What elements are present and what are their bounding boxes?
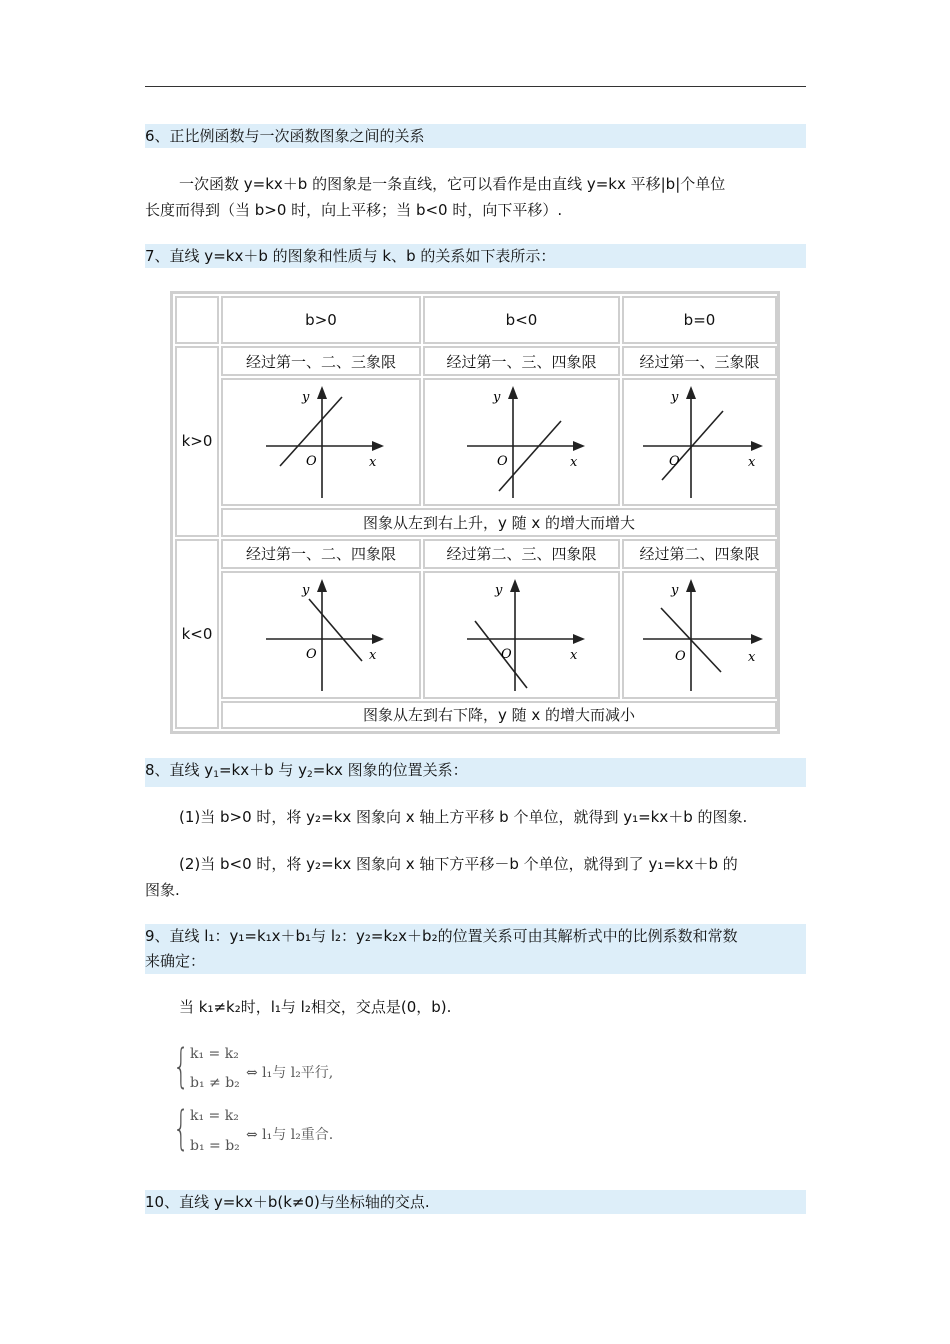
svg-text:O: O bbox=[306, 646, 317, 662]
svg-text:y: y bbox=[670, 390, 678, 406]
svg-text:O: O bbox=[500, 646, 512, 662]
heading-text: =kx 图象的位置关系： bbox=[312, 761, 468, 779]
section-9-intersect: 当 k₁≠k₂时，l₁与 l₂相交，交点是(0，b). bbox=[179, 998, 452, 1016]
svg-text:O: O bbox=[668, 454, 680, 470]
svg-text:O: O bbox=[674, 648, 686, 664]
svg-text:O: O bbox=[496, 454, 508, 470]
condition-result: ⇔ l₁与 l₂重合. bbox=[246, 1127, 334, 1143]
svg-text:x: x bbox=[747, 455, 755, 471]
section-6-para-line2: 长度而得到（当 b>0 时，向上平移；当 b<0 时，向下平移）. bbox=[145, 201, 563, 219]
quadrant-cell: 经过第二、三、四象限 bbox=[423, 539, 620, 569]
graph-k-neg-b-pos bbox=[221, 571, 421, 699]
svg-text:y: y bbox=[670, 582, 678, 598]
corner-cell bbox=[175, 296, 219, 344]
section-8-para-2-line1: (2)当 b<0 时，将 y₂=kx 图象向 x 轴下方平移－b 个单位，就得到了 y₁=kx＋b 的 bbox=[179, 855, 738, 873]
heading-line: 9、直线 l₁：y₁=k₁x＋b₁与 l₂：y₂=k₂x＋b₂的位置关系可由其解析式中的比例系数和常数 bbox=[145, 927, 738, 945]
section-8-heading bbox=[145, 758, 806, 787]
summary-k-negative: 图象从左到右下降，y 随 x 的增大而减小 bbox=[221, 701, 777, 729]
quadrant-cell: 经过第一、三、四象限 bbox=[423, 346, 620, 376]
graph-k-pos-b-zero bbox=[622, 378, 777, 506]
col-header-b-zero: b=0 bbox=[622, 296, 777, 344]
heading-text: 8、直线 y bbox=[145, 761, 214, 779]
section-9-heading bbox=[145, 924, 806, 974]
svg-text:y: y bbox=[302, 582, 310, 598]
subscript: 1 bbox=[213, 770, 219, 780]
left-brace: { bbox=[173, 1101, 190, 1155]
k-b-relation-table bbox=[170, 291, 780, 734]
condition-result: ⇔ l₁与 l₂平行, bbox=[246, 1065, 334, 1081]
row-label-k-positive: k>0 bbox=[175, 346, 219, 536]
svg-text:y: y bbox=[492, 390, 500, 406]
svg-text:x: x bbox=[747, 649, 755, 665]
condition-top: k₁ = k₂ bbox=[190, 1046, 239, 1062]
graph-k-neg-b-zero bbox=[622, 571, 777, 699]
quadrant-cell: 经过第一、二、三象限 bbox=[221, 346, 421, 376]
quadrant-cell: 经过第一、二、四象限 bbox=[221, 539, 421, 569]
quadrant-cell: 经过第二、四象限 bbox=[622, 539, 777, 569]
svg-text:y: y bbox=[494, 582, 502, 598]
col-header-b-positive: b>0 bbox=[221, 296, 421, 344]
left-brace: { bbox=[173, 1039, 190, 1093]
graph-k-pos-b-neg bbox=[423, 378, 620, 506]
svg-text:x: x bbox=[369, 455, 377, 471]
heading-text: =kx＋b 与 y bbox=[218, 761, 308, 779]
svg-text:y: y bbox=[302, 390, 310, 406]
graph-k-neg-b-neg bbox=[423, 571, 620, 699]
svg-text:O: O bbox=[306, 454, 317, 470]
section-8-para-1: (1)当 b>0 时，将 y₂=kx 图象向 x 轴上方平移 b 个单位，就得到 y₁=kx＋b 的图象. bbox=[179, 808, 748, 826]
graph-k-pos-b-pos bbox=[221, 378, 421, 506]
heading-line: 来确定： bbox=[145, 952, 206, 970]
subscript: 2 bbox=[307, 770, 313, 780]
section-10-heading: 10、直线 y=kx＋b(k≠0)与坐标轴的交点. bbox=[145, 1190, 806, 1214]
section-8-para-2-line2: 图象. bbox=[145, 881, 180, 899]
summary-k-positive: 图象从左到右上升，y 随 x 的增大而增大 bbox=[221, 508, 777, 536]
svg-text:x: x bbox=[369, 647, 377, 663]
section-6-para-line1: 一次函数 y=kx＋b 的图象是一条直线，它可以看作是由直线 y=kx 平移|b|个单位 bbox=[179, 175, 726, 193]
section-7-heading: 7、直线 y=kx＋b 的图象和性质与 k、b 的关系如下表所示： bbox=[145, 244, 806, 268]
col-header-b-negative: b<0 bbox=[423, 296, 620, 344]
header-rule bbox=[145, 86, 806, 87]
condition-top: k₁ = k₂ bbox=[190, 1108, 239, 1124]
quadrant-cell: 经过第一、三象限 bbox=[622, 346, 777, 376]
section-6-heading: 6、正比例函数与一次函数图象之间的关系 bbox=[145, 124, 806, 148]
row-label-k-negative: k<0 bbox=[175, 539, 219, 729]
svg-text:x: x bbox=[569, 647, 577, 663]
condition-bottom: b₁ ≠ b₂ bbox=[190, 1075, 240, 1091]
condition-bottom: b₁ = b₂ bbox=[190, 1138, 240, 1154]
svg-text:x: x bbox=[569, 455, 577, 471]
